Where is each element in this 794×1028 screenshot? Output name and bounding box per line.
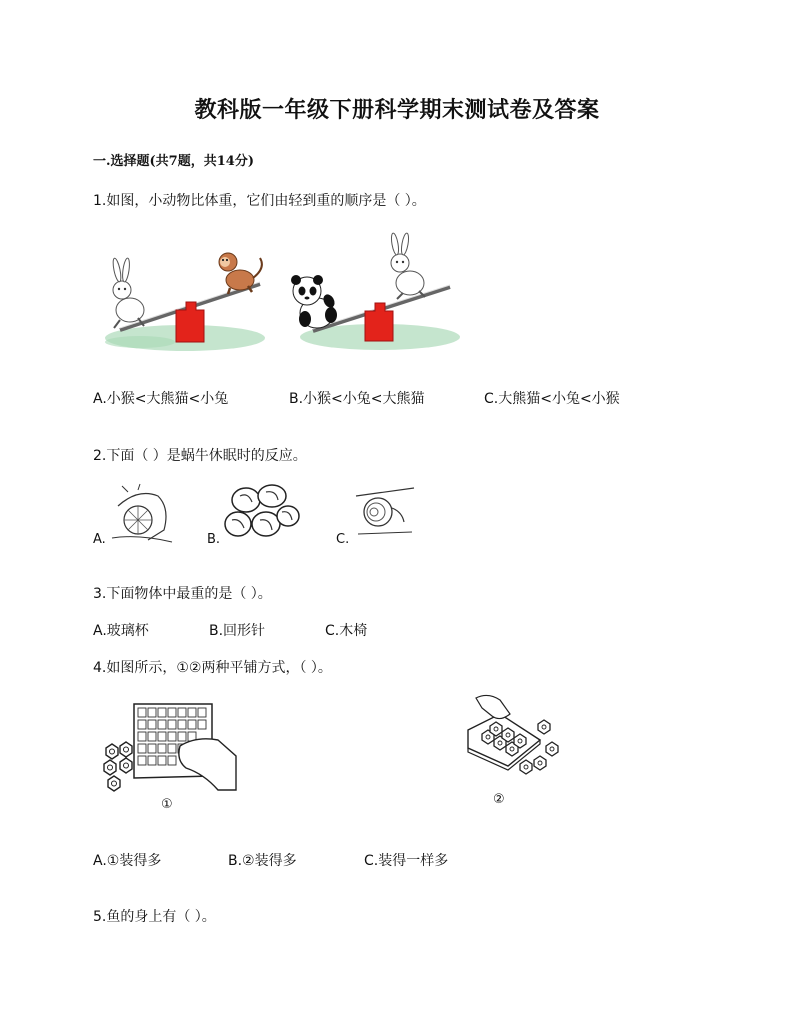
q2-label-b[interactable]: B. — [207, 532, 221, 547]
rabbit-monkey-seesaw-image — [100, 240, 280, 355]
snail-sealed-shell-image — [354, 486, 416, 538]
q1-option-a[interactable]: A.小猴<大熊猫<小兔 — [93, 391, 229, 407]
q1-option-c[interactable]: C.大熊猫<小兔<小猴 — [484, 391, 620, 407]
section-heading: 一.选择题(共7题，共14分) — [93, 154, 254, 169]
snails-cluster-image — [222, 482, 302, 542]
q1-option-b[interactable]: B.小猴<小兔<大熊猫 — [289, 391, 425, 407]
q2-label-a[interactable]: A. — [93, 532, 106, 547]
question-1-text: 1.如图，小动物比体重，它们由轻到重的顺序是（ ）。 — [93, 193, 426, 209]
panda-rabbit-seesaw-image — [285, 235, 465, 355]
q4-figure-label-2: ② — [493, 792, 505, 807]
question-4-text: 4.如图所示，①②两种平铺方式，（ ）。 — [93, 660, 332, 676]
q3-option-b[interactable]: B.回形针 — [209, 623, 266, 639]
nuts-in-tray-image — [100, 700, 240, 796]
q2-label-c[interactable]: C. — [336, 532, 350, 547]
page-title: 教科版一年级下册科学期末测试卷及答案 — [194, 97, 600, 123]
nuts-scattered-image — [448, 694, 568, 792]
q3-option-a[interactable]: A.玻璃杯 — [93, 623, 149, 639]
question-2-text: 2.下面（ ）是蜗牛休眠时的反应。 — [93, 448, 307, 464]
q4-option-c[interactable]: C.装得一样多 — [364, 853, 449, 869]
question-5-text: 5.鱼的身上有（ ）。 — [93, 909, 216, 925]
q4-figure-label-1: ① — [161, 797, 173, 812]
snail-eating-image — [108, 486, 180, 544]
question-3-text: 3.下面物体中最重的是（ ）。 — [93, 586, 272, 602]
q4-option-a[interactable]: A.①装得多 — [93, 853, 162, 869]
q3-option-c[interactable]: C.木椅 — [325, 623, 368, 639]
q4-option-b[interactable]: B.②装得多 — [228, 853, 297, 869]
